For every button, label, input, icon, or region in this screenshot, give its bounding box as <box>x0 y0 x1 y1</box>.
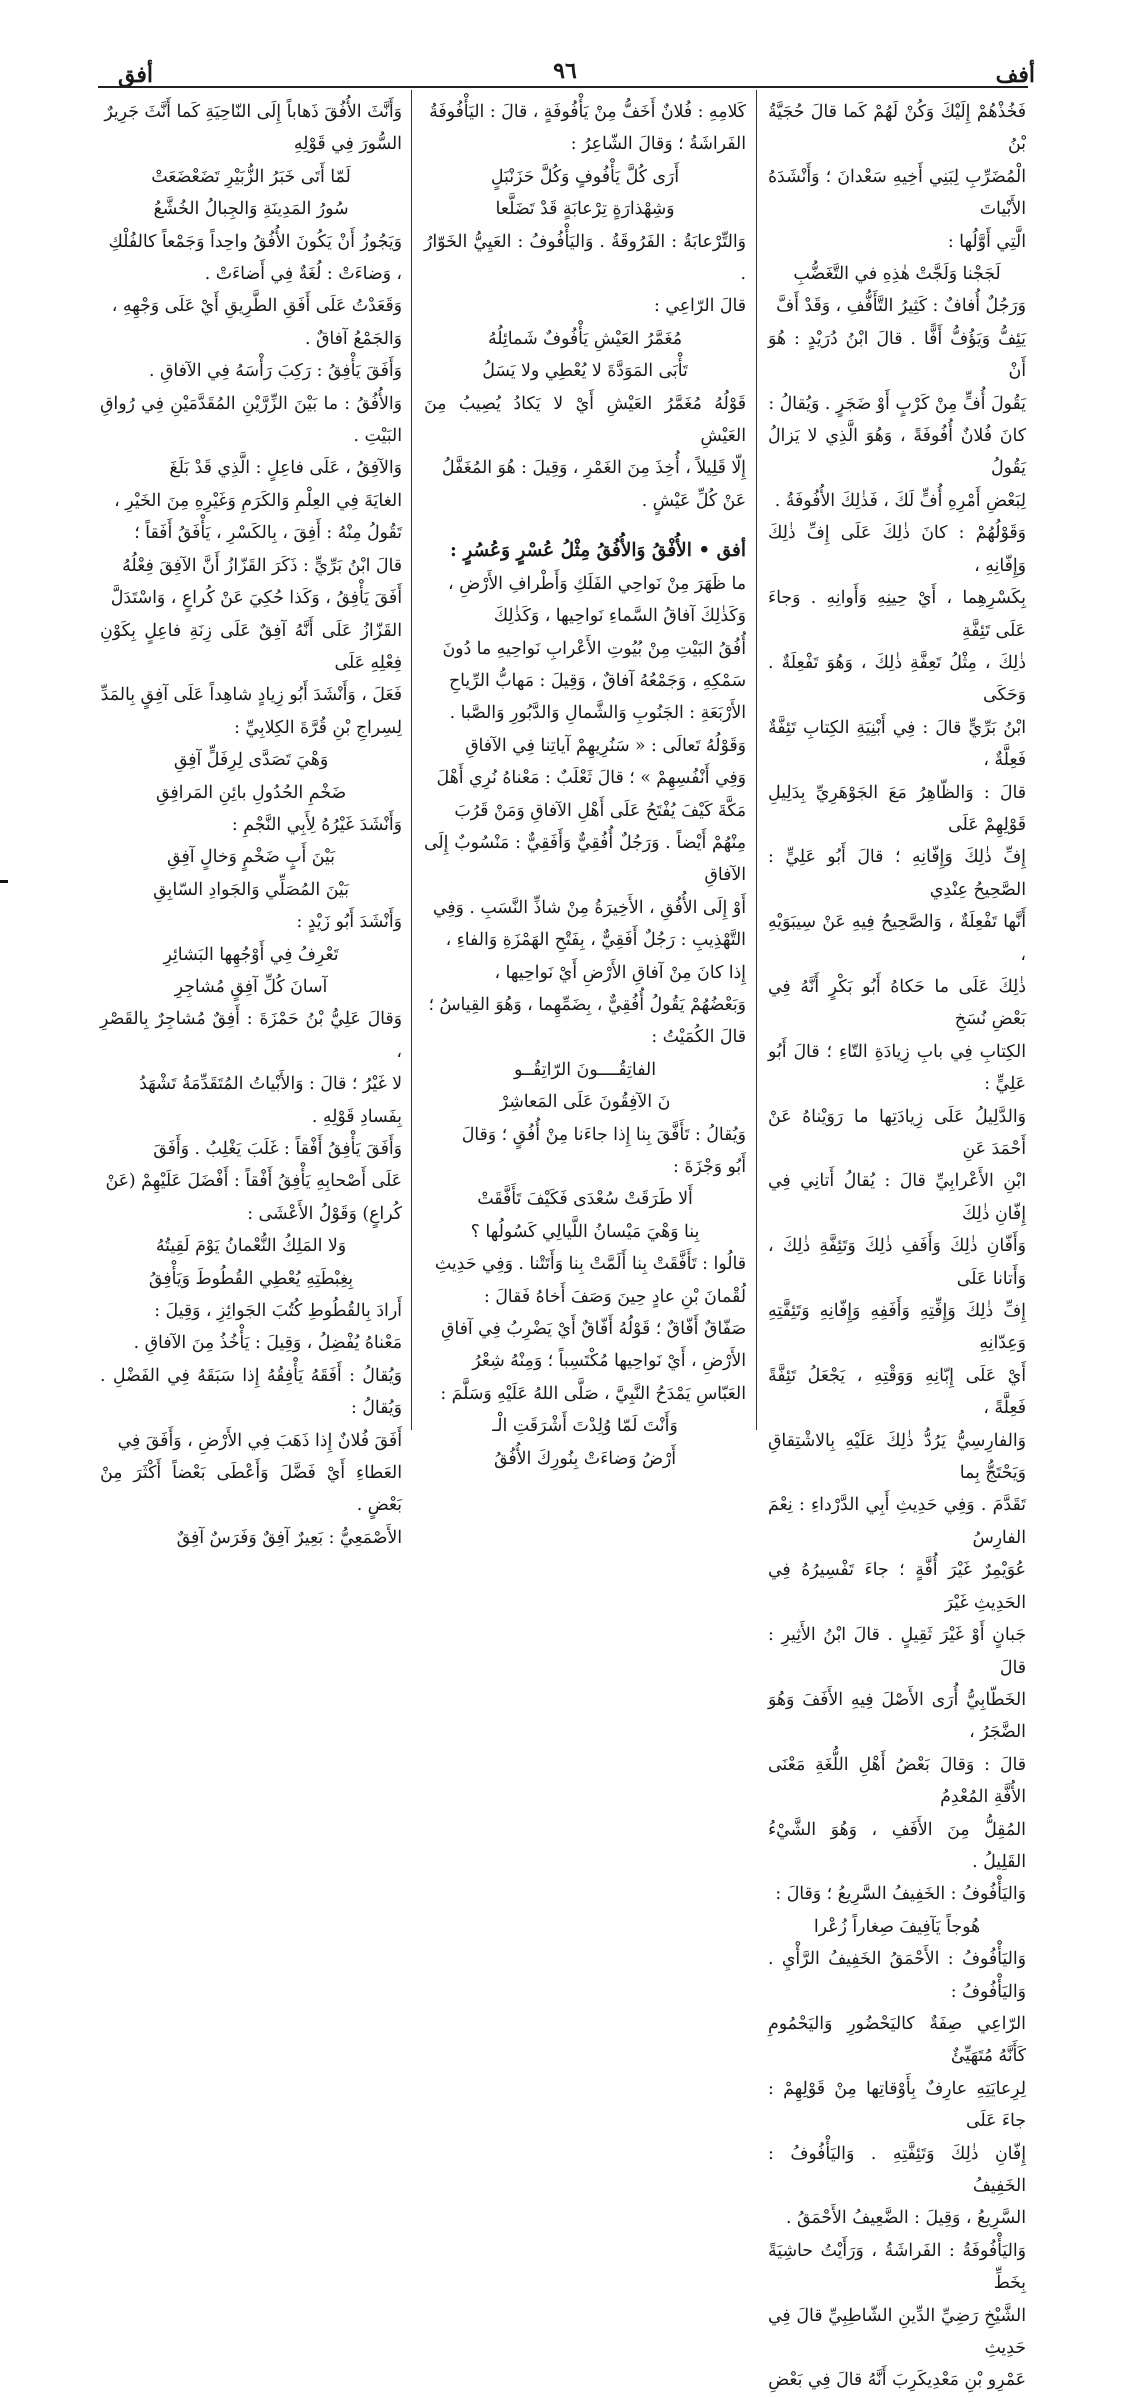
text-line: الخَطّابِيُّ أُرَى الأَصْلَ فِيهِ الأَفَفَ وَهُوَ الضَّجَرُ ، <box>768 1689 1026 1743</box>
text-line: تَقُولُ مِنْهُ : أَفِقَ ، بِالكَسْرِ ، يَأْفَقُ أَفَقاً ؛ <box>134 523 402 544</box>
verse-line: ضَخْمِ الحُدُولِ بائِنِ المَرافِقِ <box>155 782 347 803</box>
text-line: وَأَنْشَدَ أَبُو زَيْدٍ : <box>296 912 402 933</box>
verse-line: وَشِهْذارَةٍ تِرْعابَةٍ قَدْ تَضَلَّعا <box>495 199 675 220</box>
text-line: وَأَفَقَ يَأْفِقُ أَفْقاً : غَلَبَ يَغْلِبُ . وَأَفَقَ <box>153 1139 402 1159</box>
text-line: الغايَةَ فِي العِلْمِ وَالكَرَمِ وَغَيْرِهِ مِنَ الخَيْرِ ، <box>114 490 402 511</box>
text-line: ذٰلِكَ عَلَى ما حَكاهُ أَبُو بَكْرٍ أَنَّهُ فِي بَعْضِ نُسَخِ <box>768 976 1026 1030</box>
verse-line: تَأْبَى المَوَدَّةَ لا يُعْطِي ولا يَسَلُ <box>482 361 688 382</box>
text-line: لُقْمانَ بْنِ عادٍ حِينَ وَصَفَ أَخاهُ فَقالَ : <box>483 1286 746 1307</box>
text-line: ما ظَهَرَ مِنْ نَواحِي الفَلَكِ وَأَطْرافِ الأَرْضِ ، <box>448 573 746 594</box>
text-line: وَيَجُوزُ أَنْ يَكُونَ الأُفُقُ واحِداً وَجَمْعاً كالفُلْكِ <box>108 231 402 252</box>
text-line: قالَ : وَقالَ بَعْضُ أَهْلِ اللُّغَةِ مَعْنَى الأُفَّةِ المُعْدِمُ <box>768 1754 1026 1808</box>
text-line: ابْنُ بَرِّيٍّ قالَ : فِي أَبْنِيَةِ الكِتابِ تَئِفَّةٌ فَعِلَّةٌ ، <box>768 717 1026 771</box>
text-line: الفَراشَةُ ؛ وَقالَ الشّاعِرُ : <box>570 134 746 155</box>
page-number: ٩٦ <box>553 58 577 84</box>
text-line: كُراعٍ) وَقَوْلُ الأَعْشَى : <box>247 1203 402 1224</box>
verse-line: لَجَجْنا وَلَجَّتْ هٰذِهِ في التَّغَضُّبِ <box>793 264 1001 285</box>
text-line: العَطاءِ أَيْ فَضَّلَ وَأَعْطَى بَعْضاً أَكْثَرَ مِنْ بَعْضٍ . <box>100 1463 402 1516</box>
text-line: الأَرْضِ ، أَيْ نَواحِيها مُكْتَسِباً ؛ وَمِنْهُ شِعْرُ <box>472 1351 746 1372</box>
text-line: الرّاعِي صِفَةٌ كاليَحْضُورِ وَاليَحْمُومِ كَأَنَّهُ مُتَهَيِّئٌ <box>768 2013 1026 2067</box>
text-line: القَزّازُ عَلَى أَنَّهُ آفِقٌ عَلَى زِنَةِ فاعِلٍ بِكَوْنِ فِعْلِهِ عَلَى <box>100 620 402 673</box>
text-line: إِذا كانَ مِنْ آفاقِ الأَرْضِ أَيْ نَواحِيها ، <box>494 962 746 983</box>
text-line: وَالتِّرْعابَةُ : الفَرُوقَةُ . وَاليَأْفُوفُ : العَيِيُّ الخَوّارُ . <box>424 231 746 285</box>
column-right <box>768 96 1026 2391</box>
text-line: بِفَسادِ قَوْلِهِ . <box>311 1106 402 1127</box>
text-line: السَّرِيعُ ، وَقِيلَ : الضَّعِيفُ الأَحْمَقُ . <box>785 2208 1026 2229</box>
column-divider-right <box>756 90 757 1430</box>
verse-line: مُغَمَّرُ العَيْشِ يَأْفُوفٌ شَمائِلُهُ <box>488 328 682 349</box>
text-line: وَالآفِقُ ، عَلَى فاعِلٍ : الَّذِي قَدْ بَلَغَ <box>169 458 402 479</box>
text-line: قالَ ابْنُ بَرِّيٍّ : ذَكَرَ القَزّازُ أَنَّ الآفِقَ فِعْلُهُ <box>122 555 402 576</box>
column-middle <box>424 96 746 1469</box>
verse-line: أَلا طَرَقَتْ سُعْدَى فَكَيْفَ تَأَفَّقَتْ <box>477 1189 693 1210</box>
text-line: ابْنِ الأَعْرابِيِّ قالَ : يُقالُ أَتانِي فِي إِفّانِ ذٰلِكَ <box>768 1171 1026 1224</box>
text-line: وَالدَّلِيلُ عَلَى زِيادَتِها ما رَوَيْناهُ عَنْ أَحْمَدَ عَنِ <box>768 1106 1026 1159</box>
verse-line: هُوجاً يَآفِيفَ صِغاراً زُعْرا <box>813 1916 981 1937</box>
verse-line: أَرْضُ وَضاءَتْ بِنُورِكَ الأُفُقُ <box>493 1448 677 1469</box>
text-line: وَأَنَّثَ الأُفُقَ ذَهاباً إِلَى النّاحِيَةِ كَما أَنَّثَ جَرِيرٌ <box>104 102 402 122</box>
text-line: وَبَعْضُهُمْ يَقُولُ أُفُقِيٌّ ، بِضَمِّهِما ، وَهُوَ القِياسُ ؛ <box>428 994 746 1015</box>
text-line: مِنْهُمْ أَيْضاً . وَرَجُلٌ أُفُقِيٌّ وَأَفَقِيٌّ : مَنْسُوبٌ إِلَى الآفاقِ <box>424 832 746 886</box>
column-left <box>100 96 402 1548</box>
text-line: وَرَجُلٌ أُفافٌ : كَثِيرُ التَّأَفُّفِ ، وَقَدْ أَفَّ <box>776 296 1026 317</box>
text-line: العَبّاسِ يَمْدَحُ النَّبِيَّ ، صَلَّى اللهُ عَلَيْهِ وَسَلَّمَ : <box>440 1383 746 1404</box>
column-divider-left <box>411 90 412 1430</box>
text-line: أَيْ عَلَى إِبّانِهِ وَوَقْتِهِ ، يَجْعَلُ تَئِفَّةً فَعِلَّةً ، <box>768 1365 1026 1419</box>
text-line: الَّتِي أَوَّلُها : <box>947 231 1026 252</box>
verse-line: بَيْنَ المُصَلِّي وَالجَوادِ السّابِقِ <box>153 879 349 900</box>
text-line: وَقالَ عَلِيُّ بْنُ حَمْزَةَ : أَفِقٌ مُشاجِرٌ بِالقَصْرِ ، <box>100 1009 402 1062</box>
text-line: وَقَعَدْتُ عَلَى أَفَقِ الطَّرِيقِ أَيْ عَلَى وَجْهِهِ ، <box>111 296 402 317</box>
text-line: أَفَقَ فُلانٌ إِذا ذَهَبَ فِي الأَرْضِ ، وَأَفَقَ فِي <box>117 1430 402 1451</box>
text-line: لِرِعايَتِهِ عارِفٌ بِأَوْقاتِها مِنْ قَوْلِهِمْ : جاءَ عَلَى <box>768 2078 1026 2132</box>
text-line: وَيُقالُ : تَأَفَّقَ بِنا إِذا جاءَنا مِنْ أُفُقٍ ؛ وَقالَ <box>461 1124 746 1145</box>
text-line: المُقِلُّ مِنَ الأَفَفِ ، وَهُوَ الشَّيْءُ القَلِيلُ . <box>768 1819 1026 1872</box>
text-line: وَالأُفُقُ : ما بَيْنَ الزِّرَّيْنِ المُقَدَّمَيْنِ فِي رُواقِ البَيْتِ . <box>100 393 402 447</box>
text-line: إِلّا قَلِيلاً ، أُخِذَ مِنَ الغَمْرِ ، وَقِيلَ : هُوَ المُغَفَّلُ <box>441 458 746 479</box>
text-line: سَمْكِهِ ، وَجَمْعُهُ آفاقٌ ، وَقِيلَ : مَهابُّ الرِّياحِ <box>448 670 746 691</box>
entry-heading: أفق • الأُفْقُ وَالأُفُقُ مِثْلُ عُسْرٍ وَعُسُرٍ : <box>450 540 746 562</box>
verse-line: وَأَنْتَ لَمّا وُلِدْتَ أَشْرَقَتِ الْـ <box>492 1416 678 1437</box>
text-line: وَاليَأْفُوفَةُ : الفَراشَةُ ، وَرَأَيْتُ حاشِيَةً بِخَطِّ <box>768 2240 1026 2294</box>
verse-line: لَمّا أَتَى خَبَرُ الزُّبَيْرِ تَضَعْضَعَتْ <box>151 166 351 187</box>
text-line: تَقَدَّمَ . وَفِي حَدِيثِ أَبِي الدَّرْداءِ : نِعْمَ الفارِسُ <box>768 1495 1026 1548</box>
text-line: السُّورَ فِي قَوْلِهِ <box>293 134 402 155</box>
text-line: عَمْرِو بْنِ مَعْدِيكَرِبَ أَنَّهُ قالَ فِي بَعْضِ <box>768 2370 1026 2391</box>
text-line: وَالفارِسِيُّ يَرُدُّ ذٰلِكَ عَلَيْهِ بِالاشْتِقاقِ وَيَحْتَجُّ بِما <box>768 1430 1026 1484</box>
text-line: الكِتابِ فِي بابِ زِيادَةِ التّاءِ ؛ قالَ أَبُو عَلِيٍّ : <box>768 1041 1026 1095</box>
verse-line: بَيْنَ أَبٍ ضَخْمٍ وَخالٍ آفِقِ <box>167 847 335 868</box>
running-head-left: أفق <box>118 62 153 88</box>
text-line: وَأَفَقَ يَأْفِقُ : رَكِبَ رَأْسَهُ فِي الآفاقِ . <box>148 361 402 382</box>
text-line: صَفّاقٌ أَفّاقٌ ؛ قَوْلُهُ أَفّاقٌ أَيْ يَضْرِبُ فِي آفاقِ <box>440 1319 746 1340</box>
text-line: الأَصْمَعِيُّ : بَعِيرٌ آفِقٌ وَفَرَسٌ آفِقٌ <box>176 1527 402 1548</box>
text-line: إِفِّ ذٰلِكَ وَإِفِّتِهِ وَأَفَفِهِ وَإِفّانِهِ وَتَئِفَّتِهِ وَعِدّانِهِ <box>768 1301 1026 1354</box>
text-line: كانَ فُلانٌ أُفُوفَةً ، وَهُوَ الَّذِي لا يَزالُ يَقُولُ <box>768 426 1026 479</box>
page-header <box>0 0 1130 95</box>
text-line: إِفِّ ذٰلِكَ وَإِفّانِهِ ؛ قالَ أَبُو عَلِيٍّ : الصَّحِيحُ عِنْدِي <box>768 847 1026 900</box>
text-line: عَلَى أَصْحابِهِ يَأْفِقُ أَفْقاً : أَفْضَلَ عَلَيْهِمْ (عَنْ <box>105 1171 402 1192</box>
text-line: جَبانٍ أَوْ غَيْرَ ثَقِيلٍ . قالَ ابْنُ الأَثِيرِ : قالَ <box>768 1625 1026 1678</box>
running-head-right: أفف <box>995 62 1035 88</box>
text-line: قالَ الكُمَيْتُ : <box>651 1027 746 1048</box>
text-line: فَعَلَ ، وَأَنْشَدَ أَبُو زِيادٍ شاهِداً عَلَى آفِقٍ بِالمَدِّ <box>100 685 402 706</box>
text-line: أَنَّها تَفْعِلَةٌ ، وَالصَّحِيحُ فِيهِ عَنْ سِيبَوَيْهِ ، <box>768 912 1026 965</box>
text-line: أَوْ إِلَى الأُفُقِ ، الأَخِيرَةُ مِنْ شاذِّ النَّسَبِ . وَفِي <box>432 897 746 918</box>
text-line: ذٰلِكَ ، مِثْلُ تَعِفَّةِ ذٰلِكَ ، وَهُوَ تَفْعِلَةٌ . وَحَكَى <box>768 652 1026 706</box>
text-line: وَالجَمْعُ آفاقٌ . <box>305 328 402 349</box>
text-line: وَاليَأْفُوفُ : الأَحْمَقُ الخَفِيفُ الرَّأْيِ . وَاليَأْفُوفُ : <box>768 1949 1026 2002</box>
verse-line: وَلا المَلِكُ النُّعْمانُ يَوْمَ لَقِيتُهُ <box>155 1236 347 1257</box>
margin-mark <box>0 880 8 883</box>
entry-gap <box>424 517 746 535</box>
verse-line: بِنا وَهْيَ مَيْسانُ اللَّيالِي كَسُولُها ؟ <box>470 1221 700 1242</box>
text-line: إِفّانِ ذٰلِكَ وَتَئِفَّتِهِ . وَاليَأْفُوفُ : الخَفِيفُ <box>768 2143 1026 2196</box>
text-line: عَنْ كُلِّ عَيْشٍ . <box>641 490 746 511</box>
text-line: وَأَفّانِ ذٰلِكَ وَأَفَفِ ذٰلِكَ وَتَئِفَّةِ ذٰلِكَ ، وَأَتانا عَلَى <box>768 1236 1026 1289</box>
text-line: وَقَوْلُهُمْ : كانَ ذٰلِكَ عَلَى إِفِّ ذٰلِكَ وَإِفّانِهِ ، <box>768 523 1026 576</box>
text-line: قالَ الرّاعِي : <box>653 296 746 317</box>
text-line: أَرادَ بِالقُطُوطِ كُتُبَ الجَوائِزِ ، وَقِيلَ : <box>154 1301 402 1322</box>
text-line: لِسِراجِ بْنِ قُرَّةَ الكِلابِيِّ : <box>234 717 402 738</box>
text-line: يَئِفُّ وَيَؤُفُّ أَفًّا . قالَ ابْنُ دُرَيْدٍ : هُوَ أَنْ <box>768 328 1026 382</box>
text-line: فَخُذْهُمْ إِلَيْكَ وَكُنْ لَهُمْ كَما قالَ حُجَيَّةُ بْنُ <box>768 102 1026 155</box>
text-line: التَّهْذِيبِ : رَجُلٌ أَفَقِيٌّ ، بِفَتْحِ الهَمْزَةِ وَالفاءِ ، <box>445 930 746 951</box>
text-line: لا غَيْرُ ؛ قالَ : وَالأَبْياتُ المُتَقَدِّمَةُ تَشْهَدُ <box>139 1074 402 1095</box>
text-line: عُوَيْمِرٌ غَيْرَ أُفَّةٍ ؛ جاءَ تَفْسِيرُهُ فِي الحَدِيثِ غَيْرَ <box>768 1560 1026 1613</box>
text-line: الشَّيْخِ رَضِيِّ الدِّينِ الشّاطِبِيِّ قالَ فِي حَدِيثِ <box>768 2305 1026 2359</box>
text-line: وَاليَأْفُوفُ : الخَفِيفُ السَّرِيعُ ؛ وَقالَ : <box>775 1884 1026 1905</box>
text-line: أُفُقُ البَيْتِ مِنْ بُيُوتِ الأَعْرابِ نَواحِيهِ ما دُونَ <box>442 638 746 659</box>
text-line: بِكَسْرِهِما ، أَيْ حِينِهِ وَأَوانِهِ . وَجاءَ عَلَى تَئِفَّةِ <box>768 588 1026 641</box>
text-line: يَقُولَ أُفٍّ مِنْ كَرْبٍ أَوْ ضَجَرٍ . وَيُقالُ : <box>768 393 1026 414</box>
text-line: ، وَضاءَتْ : لُغَةٌ فِي أَضاءَتْ . <box>204 264 402 285</box>
text-line: وَيُقالُ : أَفَقَهُ يَأْفِقُهُ إِذا سَبَقَهُ فِي الفَضْلِ . وَيُقالُ : <box>100 1365 402 1419</box>
verse-line: نَ الآفِقُونَ عَلَى المَعاشِرْ <box>499 1092 671 1113</box>
text-line: مَعْناهُ يُفْضِلُ ، وَقِيلَ : يَأْخُذُ مِنَ الآفاقِ . <box>133 1333 402 1354</box>
verse-line: وَهْيَ تَصَدَّى لِرِفَلٍّ آفِقِ <box>173 750 329 771</box>
text-line: وَفِي أَنْفُسِهِمْ » ؛ قالَ ثَعْلَبٌ : مَعْناهُ نُرِي أَهْلَ <box>436 768 746 789</box>
text-line: قالَ : وَالظّاهِرُ مَعَ الجَوْهَرِيِّ بِدَلِيلِ قَوْلِهِمْ عَلَى <box>768 782 1026 835</box>
text-line: وَقَوْلُهُ تَعالَى : « سَنُرِيهِمْ آياتِنا فِي الآفاقِ <box>465 735 746 756</box>
text-line: الأَرْبَعَةِ : الجَنُوبِ وَالشَّمالِ وَالدَّبُورِ وَالصَّبا . <box>449 703 746 724</box>
text-line: وَكَذٰلِكَ آفاقُ السَّماءِ نَواحِيها ، وَكَذٰلِكَ <box>493 606 746 627</box>
text-line: أَبُو وَجْزَةَ : <box>673 1157 746 1177</box>
text-line: الْمُضَرِّبِ لِبَنِي أَخِيهِ سَعْدانَ ؛ وَأَنْشَدَهُ الأَبْياتَ <box>768 166 1026 220</box>
verse-line: أَرَى كُلَّ يَأْفُوفٍ وَكُلَّ حَزَنْبَلٍ <box>490 166 680 187</box>
text-line: لِبَعْضِ أَمْرِهِ أُفٍّ لَكَ ، فَذٰلِكَ الأُفُوفَةُ . <box>774 490 1026 511</box>
verse-line: تَعْرِفُ فِي أَوْجُهِها البَشائِرِ <box>163 944 339 965</box>
header-rule <box>98 86 1028 88</box>
text-line: قَوْلُهُ مُغَمَّرُ العَيْشِ أَيْ لا يَكادُ يُصِيبُ مِنَ العَيْشِ <box>424 393 746 447</box>
text-line: وَأَنْشَدَ غَيْرُهُ لِأَبِي النَّجْمِ : <box>231 814 402 835</box>
verse-line: الفاتِقُــــونَ الرّاتِقُــو <box>514 1059 656 1080</box>
verse-line: بِغِبْطَتِهِ يُعْطِي القُطُوطَ وَيَأْفِقُ <box>148 1268 354 1289</box>
text-line: كَلامِهِ : فُلانٌ أَخَفُّ مِنْ يَأْفُوفَةٍ ، قالَ : اليَأْفُوفَةُ <box>429 102 746 122</box>
verse-line: آسانَ كُلِّ آفِقٍ مُشاجِرِ <box>174 976 328 997</box>
text-line: أَفَقَ يَأْفِقُ ، وَكَذا حُكِيَ عَنْ كُراعٍ ، وَاسْتَدَلَّ <box>110 588 402 609</box>
verse-line: سُورُ المَدِينَةِ وَالجِبالُ الخُشَّعُ <box>153 199 349 220</box>
text-line: مَكَّةَ كَيْفَ يُفْتَحُ عَلَى أَهْلِ الآفاقِ وَمَنْ قَرُبَ <box>454 800 746 821</box>
text-line: قالُوا : تَأَفَّقَتْ بِنا أَلَمَّتْ بِنا وَأَتَتْنا . وَفِي حَدِيثِ <box>434 1254 746 1275</box>
